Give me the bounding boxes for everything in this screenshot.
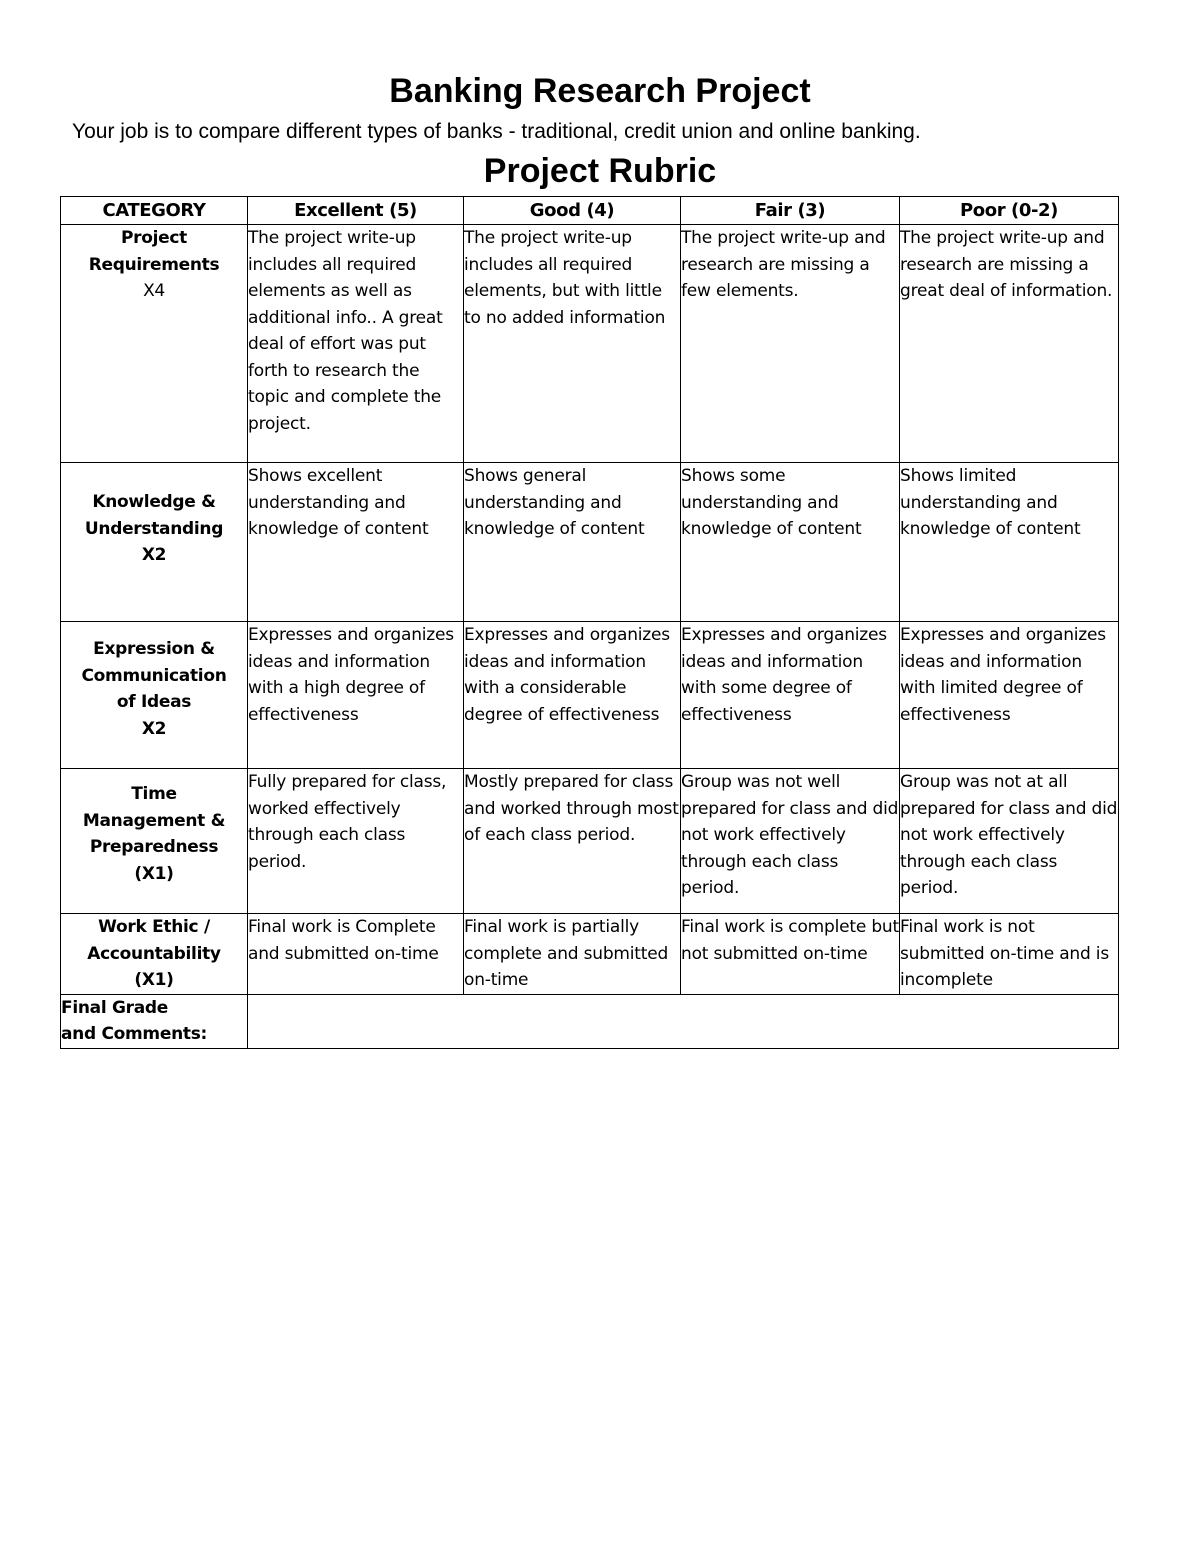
category-cell [61,914,248,995]
poor-cell: The project write-up and research are missing a great deal of information. [900,225,1119,463]
table-row [61,914,1119,995]
category-label: Understanding [84,518,224,539]
header-row [61,197,1119,225]
category-label: Communication [81,665,227,686]
poor-cell: Expresses and organizes ideas and information with limited degree of effectiveness [900,622,1119,769]
category-cell [61,463,248,622]
poor-cell: Final work is not submitted on-time and is incomplete [900,914,1119,995]
category-label: Time [131,784,177,804]
category-weight: X2 [141,545,167,565]
category-cell [61,769,248,914]
category-weight: (X1) [134,863,174,884]
excellent-cell: Expresses and organizes ideas and information with a high degree of effectiveness [248,622,464,769]
table-row [61,769,1119,914]
fair-cell: The project write-up and research are missing a few elements. [681,225,900,463]
category-label: Expression & [93,639,215,659]
category-label: Knowledge & [92,492,216,512]
header-good: Good (4) [464,197,681,225]
good-cell: Shows general understanding and knowledge of content [464,463,681,622]
table-row [61,225,1119,463]
excellent-cell: Fully prepared for class, worked effectively through each class period. [248,769,464,914]
final-grade-row [61,994,1119,1048]
fair-cell: Expresses and organizes ideas and information with some degree of effectiveness [681,622,900,769]
fair-cell: Shows some understanding and knowledge of content [681,463,900,622]
fair-cell: Group was not well prepared for class and did not work effectively through each class period. [681,769,900,914]
category-cell [61,622,248,769]
category-cell [61,225,248,463]
category-label: Accountability [87,943,221,964]
excellent-cell: The project write-up includes all required elements as well as additional info.. A great deal of effort was put forth to research the topic and complete the project. [248,225,464,463]
header-category: CATEGORY [61,197,248,225]
category-weight: (X1) [134,970,174,990]
category-label: Requirements [88,254,220,275]
rubric-table [60,196,1119,1049]
table-row [61,622,1119,769]
table-row [61,463,1119,622]
header-fair: Fair (3) [681,197,900,225]
excellent-cell: Final work is Complete and submitted on-time [248,914,464,995]
intro-text: Your job is to compare different types of banks - traditional, credit union and online banking. [72,120,921,143]
category-label: of Ideas [116,692,192,712]
good-cell: Expresses and organizes ideas and information with a considerable degree of effectiveness [464,622,681,769]
poor-cell: Group was not at all prepared for class and did not work effectively through each class period. [900,769,1119,914]
category-weight: X2 [141,718,167,739]
header-poor: Poor (0-2) [900,197,1119,225]
final-grade-label [61,994,248,1048]
final-grade-comments-field[interactable] [248,994,1119,1048]
good-cell: Final work is partially complete and submitted on-time [464,914,681,995]
fair-cell: Final work is complete but not submitted on-time [681,914,900,995]
good-cell: Mostly prepared for class and worked through most of each class period. [464,769,681,914]
category-weight: X4 [143,281,165,301]
final-grade-label-line: Final Grade [61,997,168,1018]
good-cell: The project write-up includes all required elements, but with little to no added information [464,225,681,463]
category-label: Management & [82,810,226,831]
document-title: Banking Research Project [389,72,811,110]
poor-cell: Shows limited understanding and knowledge of content [900,463,1119,622]
category-label: Preparedness [89,837,219,857]
rubric-title: Project Rubric [483,152,717,190]
header-excellent: Excellent (5) [248,197,464,225]
category-label: Project [121,228,187,248]
excellent-cell: Shows excellent understanding and knowledge of content [248,463,464,622]
final-grade-label-line: and Comments: [61,1024,208,1044]
category-label: Work Ethic / [98,917,210,937]
